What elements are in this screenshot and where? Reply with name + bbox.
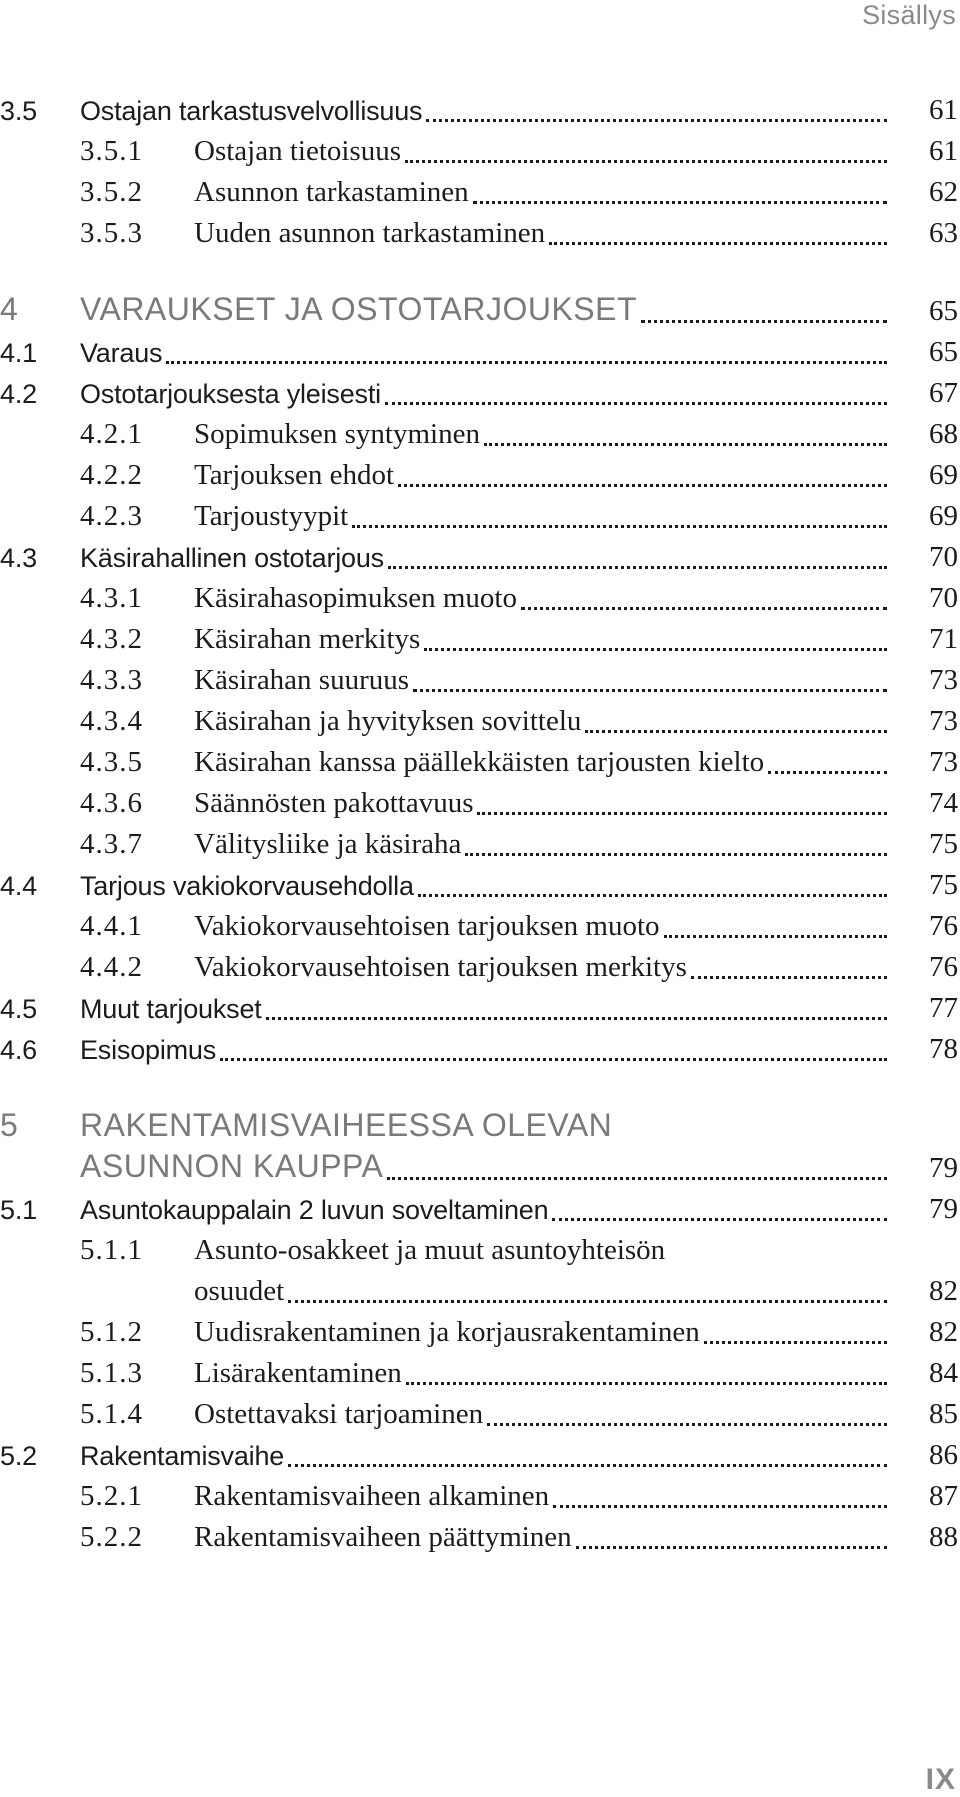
toc-entry-number: 4.4: [0, 871, 37, 901]
toc-entry-title: Vakiokorvausehtoisen tarjouksen muoto: [194, 910, 660, 942]
dot-leader: [768, 771, 887, 774]
toc-entry-title: Asunto-osakkeet ja muut asuntoyhteisön: [194, 1234, 666, 1266]
toc-entry: [0, 498, 960, 539]
dot-leader: [220, 1058, 887, 1061]
page-folio: IX: [925, 1763, 956, 1796]
toc-entry-page: 62: [929, 176, 958, 208]
toc-entry: [0, 621, 960, 662]
toc-entry-page: 76: [929, 951, 958, 983]
toc-entry-page: 73: [929, 705, 958, 737]
toc-entry-number: 4.2.3: [80, 500, 143, 532]
toc-entry-page: 87: [929, 1480, 958, 1512]
toc-entry-number: 4.2.2: [80, 459, 143, 491]
toc-entry: [0, 949, 960, 990]
toc-entry: [0, 1273, 960, 1314]
toc-entry-number: 5.1.4: [80, 1398, 143, 1430]
dot-leader: [166, 361, 887, 364]
toc-entry: [0, 867, 960, 908]
toc-entry-number: 4.4.1: [80, 910, 143, 942]
toc-entry: [0, 1314, 960, 1355]
toc-entry: [0, 334, 960, 375]
toc-entry-title: Tarjous vakiokorvausehdolla: [80, 871, 414, 901]
toc-entry-number: 4.5: [0, 994, 37, 1024]
toc-entry: [0, 92, 960, 133]
toc-entry-number: 4.3.2: [80, 623, 143, 655]
toc-entry: [0, 457, 960, 498]
toc-entry-page: 74: [929, 787, 958, 819]
toc-entry-title: Käsirahallinen ostotarjous: [80, 543, 384, 573]
toc-entry: [0, 416, 960, 457]
dot-leader: [387, 1177, 887, 1180]
toc-entry-number: 4.3.3: [80, 664, 143, 696]
toc-entry-number: 4.3.5: [80, 746, 143, 778]
dot-leader: [465, 853, 887, 856]
toc-entry-page: 85: [929, 1398, 958, 1430]
toc-entry: [0, 744, 960, 785]
dot-leader: [521, 607, 887, 610]
dot-leader: [473, 201, 887, 204]
toc-entry-page: 67: [929, 377, 958, 409]
toc-entry-number: 3.5.3: [80, 217, 143, 249]
dot-leader: [553, 1505, 887, 1508]
dot-leader: [288, 1300, 887, 1303]
toc-entry-number: 5.1.3: [80, 1357, 143, 1389]
toc-entry-page: 75: [929, 869, 958, 901]
toc-entry-title: Uudisrakentaminen ja korjausrakentaminen: [194, 1316, 700, 1348]
dot-leader: [398, 484, 887, 487]
toc-entry-number: 5.2.2: [80, 1521, 143, 1553]
toc-entry-page: 70: [929, 582, 958, 614]
toc-entry-title: Ostajan tarkastusvelvollisuus: [80, 96, 423, 126]
toc-entry-title: osuudet: [194, 1275, 285, 1307]
toc-entry-page: 84: [929, 1357, 958, 1389]
dot-leader: [585, 730, 887, 733]
dot-leader: [691, 976, 887, 979]
toc-entry-title: VARAUKSET JA OSTOTARJOUKSET: [80, 291, 638, 327]
dot-leader: [552, 1218, 887, 1221]
toc-entry-page: 69: [929, 459, 958, 491]
dot-leader: [484, 443, 887, 446]
toc-entry-title: Rakentamisvaiheen alkaminen: [194, 1480, 550, 1512]
dot-leader: [426, 119, 887, 122]
toc-entry-title: Asuntokauppalain 2 luvun soveltaminen: [80, 1195, 549, 1225]
toc-entry-number: 4.3.1: [80, 582, 143, 614]
toc-entry-number: 5.2: [0, 1441, 37, 1471]
dot-leader: [704, 1341, 887, 1344]
toc-entry: [0, 375, 960, 416]
toc-entry-title: Sopimuksen syntyminen: [194, 418, 480, 450]
toc-entry: [0, 1396, 960, 1437]
toc-entry-title: Käsirahan suuruus: [194, 664, 410, 696]
toc-entry-number: 4.2.1: [80, 418, 143, 450]
dot-leader: [477, 812, 887, 815]
toc-entry-title: Rakentamisvaihe: [80, 1441, 285, 1471]
dot-leader: [641, 320, 887, 323]
toc-entry-title: Lisärakentaminen: [194, 1357, 402, 1389]
dot-leader: [288, 1464, 887, 1467]
toc-entry: [0, 174, 960, 215]
toc-entry-number: 3.5.1: [80, 135, 143, 167]
toc-entry-page: 69: [929, 500, 958, 532]
toc-entry-title: Ostotarjouksesta yleisesti: [80, 379, 381, 409]
dot-leader: [418, 894, 887, 897]
dot-leader: [576, 1546, 887, 1549]
dot-leader: [352, 525, 887, 528]
toc-entry-title: Muut tarjoukset: [80, 994, 262, 1024]
toc-entry-number: 4.3.7: [80, 828, 143, 860]
toc-entry: [0, 1191, 960, 1232]
toc-entry-title: Asunnon tarkastaminen: [194, 176, 469, 208]
toc-entry-page: 61: [929, 94, 958, 126]
toc-entry-number: 5.2.1: [80, 1480, 143, 1512]
toc-entry-title: Välitysliike ja käsiraha: [194, 828, 462, 860]
toc-entry-page: 68: [929, 418, 958, 450]
toc-entry-title: Tarjouksen ehdot: [194, 459, 395, 491]
toc-entry-page: 63: [929, 217, 958, 249]
toc-entry: [0, 826, 960, 867]
toc-entry-number: 5.1: [0, 1195, 37, 1225]
toc-entry-number: 5: [0, 1107, 19, 1143]
toc-entry: [0, 580, 960, 621]
running-head: Sisällys: [862, 0, 956, 30]
toc-entry-page: 73: [929, 664, 958, 696]
toc-entry-number: 4.6: [0, 1035, 37, 1065]
dot-leader: [664, 935, 887, 938]
toc-entry-title: Ostettavaksi tarjoaminen: [194, 1398, 484, 1430]
dot-leader: [487, 1423, 887, 1426]
dot-leader: [549, 242, 887, 245]
toc-entry-title: Säännösten pakottavuus: [194, 787, 474, 819]
dot-leader: [266, 1017, 887, 1020]
toc-entry-page: 82: [929, 1275, 958, 1307]
toc-entry: [0, 703, 960, 744]
toc-entry-number: 4.3: [0, 543, 37, 573]
toc-entry-title: Rakentamisvaiheen päättyminen: [194, 1521, 572, 1553]
toc-entry: [0, 785, 960, 826]
toc-entry-page: 76: [929, 910, 958, 942]
toc-entry-title: Käsirahan ja hyvityksen sovittelu: [194, 705, 582, 737]
toc-entry-number: 3.5: [0, 96, 37, 126]
toc-entry-page: 65: [929, 336, 958, 368]
toc-entry: [0, 1519, 960, 1560]
toc-entry: [0, 1109, 960, 1150]
toc-entry-title: ASUNNON KAUPPA: [80, 1148, 384, 1184]
toc-entry-page: 71: [929, 623, 958, 655]
toc-entry-title: RAKENTAMISVAIHEESSA OLEVAN: [80, 1107, 613, 1143]
toc-entry: [0, 908, 960, 949]
toc-entry-number: 4.3.6: [80, 787, 143, 819]
toc-entry: [0, 1437, 960, 1478]
toc-entry-title: Käsirahan kanssa päällekkäisten tarjousten kielto: [194, 746, 765, 778]
toc-entry-page: 88: [929, 1521, 958, 1553]
toc-entry-page: 79: [929, 1152, 958, 1184]
toc-entry-number: 4.4.2: [80, 951, 143, 983]
toc-entry-number: 3.5.2: [80, 176, 143, 208]
toc-entry-number: 4.3.4: [80, 705, 143, 737]
dot-leader: [388, 566, 887, 569]
toc-entry-number: 4.1: [0, 338, 37, 368]
dot-leader: [405, 160, 887, 163]
toc-entry-title: Vakiokorvausehtoisen tarjouksen merkitys: [194, 951, 687, 983]
toc-entry-number: 4.2: [0, 379, 37, 409]
dot-leader: [413, 689, 887, 692]
toc-entry-title: Uuden asunnon tarkastaminen: [194, 217, 546, 249]
toc-entry-number: 5.1.1: [80, 1234, 143, 1266]
toc-entry-number: 4: [0, 291, 19, 327]
toc-entry: [0, 1031, 960, 1072]
toc-entry-page: 82: [929, 1316, 958, 1348]
toc-entry-page: 79: [929, 1193, 958, 1225]
toc-entry-number: 5.1.2: [80, 1316, 143, 1348]
toc-entry: [0, 990, 960, 1031]
toc-entry-title: Käsirahan merkitys: [194, 623, 421, 655]
toc-entry-page: 78: [929, 1033, 958, 1065]
toc-entry: [0, 1355, 960, 1396]
toc-entry-page: 61: [929, 135, 958, 167]
toc-entry-page: 75: [929, 828, 958, 860]
toc-entry-title: Esisopimus: [80, 1035, 217, 1065]
toc-entry: [0, 539, 960, 580]
table-of-contents: [0, 92, 960, 1560]
toc-entry-title: Ostajan tietoisuus: [194, 135, 402, 167]
toc-entry: [0, 1232, 960, 1273]
toc-entry-title: Varaus: [80, 338, 163, 368]
dot-leader: [385, 402, 887, 405]
toc-entry-page: 73: [929, 746, 958, 778]
dot-leader: [406, 1382, 887, 1385]
toc-entry: [0, 662, 960, 703]
toc-entry: [0, 293, 960, 334]
toc-entry: [0, 215, 960, 256]
toc-entry-page: 70: [929, 541, 958, 573]
dot-leader: [424, 648, 887, 651]
toc-entry-page: 86: [929, 1439, 958, 1471]
toc-entry-title: Käsirahasopimuksen muoto: [194, 582, 517, 614]
toc-entry: [0, 1150, 960, 1191]
toc-entry-page: 65: [929, 295, 958, 327]
toc-entry: [0, 133, 960, 174]
toc-entry-page: 77: [929, 992, 958, 1024]
toc-entry: [0, 1478, 960, 1519]
toc-entry-title: Tarjoustyypit: [194, 500, 349, 532]
